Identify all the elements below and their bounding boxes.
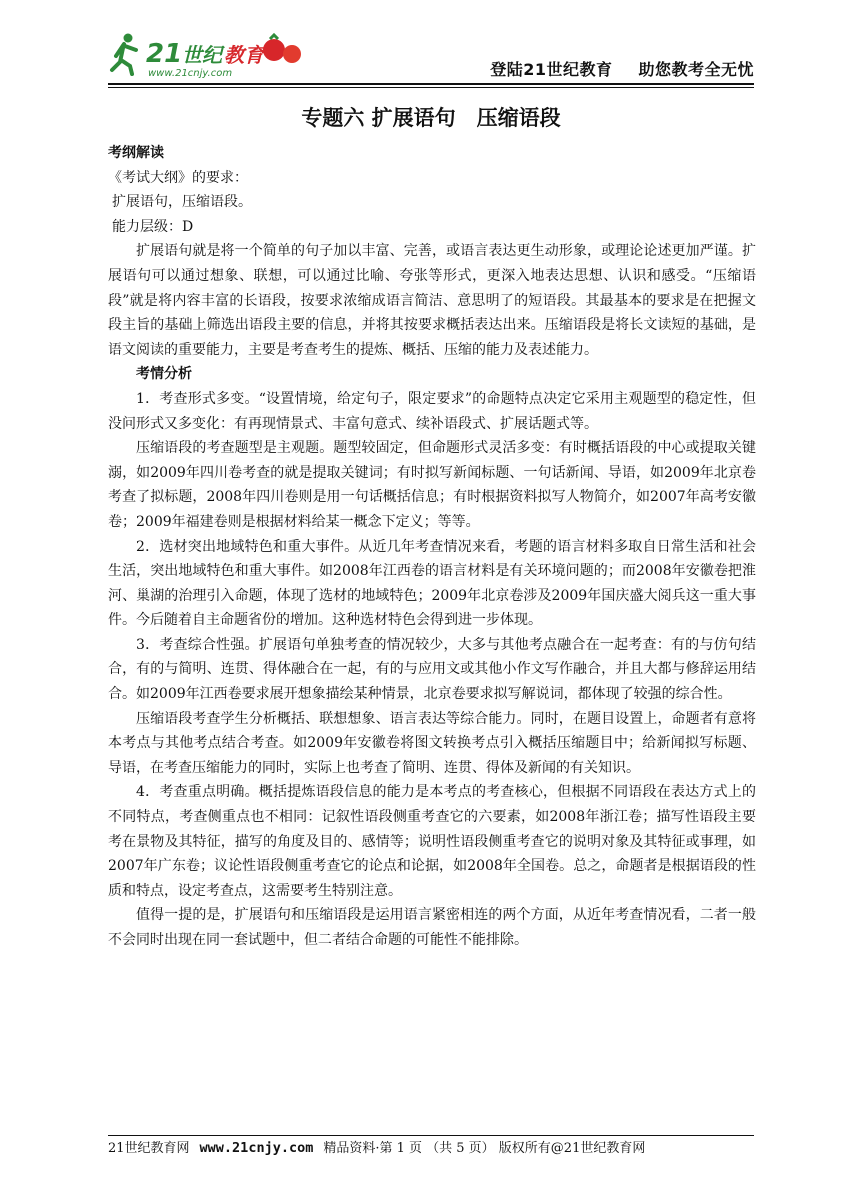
logo-icon [108, 26, 308, 82]
ability-level-line: 能力层级：D [112, 218, 194, 235]
footer-info: 精品资料·第 1 页 （共 5 页） 版权所有@21世纪教育网 [323, 1141, 646, 1156]
exam-outline-line: 《考试大纲》的要求： [108, 169, 248, 186]
paragraph-4: 3．考查综合性强。扩展语句单独考查的情况较少，大多与其他考点融合在一起考查：有的与仿句结合，有的与简明、连贯、得体融合在一起，有的与应用文或其他小作文写作融合，并且大都与修辞运用结合。如2009年江西卷要求展开想象描绘某种情景，北京卷要求拟写解说词，都体现了较强的综合性。 [108, 636, 756, 703]
intro-paragraph: 扩展语句就是将一个简单的句子加以丰富、完善，或语言表达更生动形象，或理论论述更加严谨。扩展语句可以通过想象、联想，可以通过比喻、夸张等形式，更深入地表达思想、认识和感受。“压缩语段”就是将内容丰富的长语段，按要求浓缩成语言简洁、意思明了的短语段。其最基本的要求是在把握文段主旨的基础上筛选出语段主要的信息，并将其按要求概括表达出来。压缩语段是将长文读短的基础，是语文阅读的重要能力，主要是考查考生的提炼、概括、压缩的能力及表述能力。 [108, 243, 756, 358]
page-footer [108, 1135, 754, 1160]
slogan-right: 助您教考全无忧 [638, 60, 754, 79]
paragraph-3: 2．选材突出地域特色和重大事件。从近几年考查情况来看，考题的语言材料多取自日常生活和社会生活，突出地域特色和重大事件。如2008年江西卷的语言材料是有关环境问题的；而2008年安徽卷把淮河、巢湖的治理引入命题，体现了选材的地域特色；2009年北京卷涉及2009年国庆盛大阅兵这一重大事件。今后随着自主命题省份的增加。这种选材特色会得到进一步体现。 [108, 538, 756, 629]
footer-site: 21世纪教育网 [108, 1141, 190, 1156]
section-heading-kgjd: 考纲解读 [108, 145, 164, 161]
site-logo [108, 26, 308, 82]
svg-text:21: 21 [146, 39, 183, 69]
page-title: 专题六 扩展语句 压缩语段 [301, 106, 561, 130]
slogan-left: 登陆21世纪教育 [490, 60, 613, 79]
requirement-line: 扩展语句，压缩语段。 [112, 194, 252, 211]
document-body [108, 141, 756, 953]
paragraph-1: 1．考查形式多变。“设置情境，给定句子，限定要求”的命题特点决定它采用主观题型的稳定性，但没问形式又多变化：有再现情景式、丰富句意式、续补语段式、扩展话题式等。 [108, 390, 756, 432]
paragraph-6: 4．考查重点明确。概括提炼语段信息的能力是本考点的考查核心，但根据不同语段在表达方式上的不同特点，考查侧重点也不相同：记叙性语段侧重考查它的六要素，如2008年浙江卷；描写性语段主要考在景物及其特征，描写的角度及目的、感情等；说明性语段侧重考查它的说明对象及其特征或事理，如2007年广东卷；议论性语段侧重考查它的论点和论据，如2008年全国卷。总之，命题者是根据语段的性质和特点，设定考查点，这需要考生特别注意。 [108, 784, 756, 899]
header-slogan [490, 57, 754, 80]
section-heading-kqfx: 考情分析 [136, 366, 192, 383]
paragraph-2: 压缩语段的考查题型是主观题。题型较固定，但命题形式灵活多变：有时概括语段的中心或提取关键溺，如2009年四川卷考查的就是提取关键词；有时拟写新闻标题、一句话新闻、导语，如2009年北京卷考查了拟标题，2008年四川卷则是用一句话概括信息；有时根据资料拟写人物简介，如2007年高考安徽卷；2009年福建卷则是根据材料给某一概念下定义；等等。 [108, 440, 756, 530]
header-divider-thin [108, 87, 754, 88]
svg-text:www.21cnjy.com: www.21cnjy.com [148, 68, 233, 79]
footer-url-link[interactable]: www.21cnjy.com [199, 1140, 314, 1156]
paragraph-5: 压缩语段考查学生分析概括、联想想象、语言表达等综合能力。同时，在题目设置上，命题者有意将本考点与其他考点结合考查。如2009年安徽卷将图文转换考点引入概括压缩题目中；给新闻拟写标题、导语，在考查压缩能力的同时，实际上也考查了简明、连贯、得体及新闻的有关知识。 [108, 710, 756, 776]
page-header [108, 26, 754, 82]
header-divider [108, 83, 754, 85]
svg-text:教育: 教育 [224, 43, 264, 67]
svg-text:世纪: 世纪 [182, 43, 222, 67]
paragraph-7: 值得一提的是，扩展语句和压缩语段是运用语言紧密相连的两个方面，从近年考查情况看，二者一般不会同时出现在同一套试题中，但二者结合命题的可能性不能排除。 [108, 907, 756, 948]
